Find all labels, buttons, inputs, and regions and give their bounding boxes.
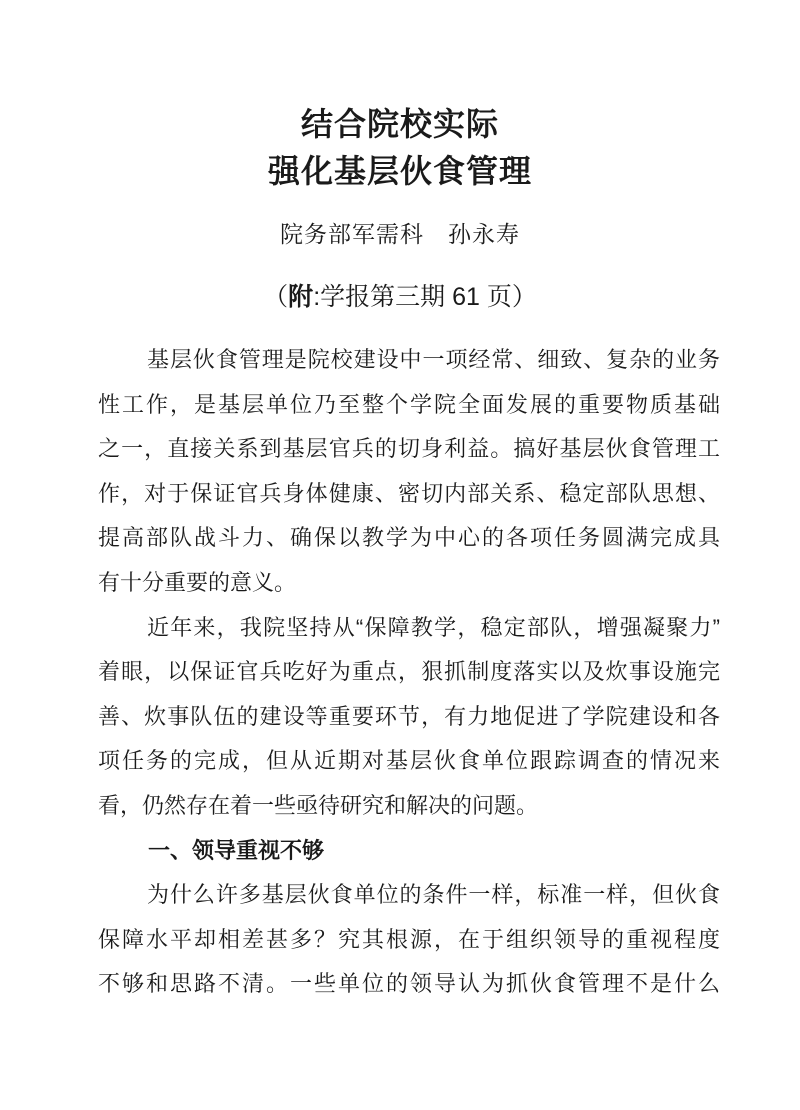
attachment-reference: :学报第三期 61 页） — [313, 283, 537, 311]
title-line-1: 结合院校实际 — [300, 106, 499, 142]
body-line: 善、炊事队伍的建设等重要环节，有力地促进了学院建设和各 — [98, 703, 720, 729]
author-byline: 院务部军需科 孙永寿 — [280, 221, 520, 247]
body-line: 之一，直接关系到基层官兵的切身利益。搞好基层伙食管理工 — [98, 436, 720, 462]
attachment-open-paren: （ — [263, 283, 289, 311]
body-line: 项任务的完成，但从近期对基层伙食单位跟踪调查的情况来 — [98, 748, 720, 774]
body-line: 有十分重要的意义。 — [98, 569, 297, 595]
body-line: 性工作，是基层单位乃至整个学院全面发展的重要物质基础 — [98, 391, 720, 417]
title-line-2: 强化基层伙食管理 — [267, 153, 532, 189]
document-body — [98, 338, 720, 1007]
body-line: 着眼，以保证官兵吃好为重点，狠抓制度落实以及炊事设施完 — [98, 659, 720, 685]
body-line: 为什么许多基层伙食单位的条件一样，标准一样，但伙食 — [147, 882, 720, 908]
body-line: 近年来，我院坚持从“保障教学，稳定部队，增强凝聚力” — [147, 614, 720, 640]
body-line: 提高部队战斗力、确保以教学为中心的各项任务圆满完成具 — [98, 525, 720, 551]
body-line: 不够和思路不清。一些单位的领导认为抓伙食管理不是什么 — [98, 971, 720, 997]
body-line: 保障水平却相差甚多？究其根源，在于组织领导的重视程度 — [98, 926, 720, 952]
body-line: 看，仍然存在着一些亟待研究和解决的问题。 — [98, 792, 539, 818]
body-line: 作，对于保证官兵身体健康、密切内部关系、稳定部队思想、 — [98, 480, 720, 506]
body-line: 基层伙食管理是院校建设中一项经常、细致、复杂的业务 — [147, 347, 720, 372]
document-title — [0, 101, 800, 195]
section-heading: 一、领导重视不够 — [148, 837, 325, 863]
attachment-label: 附 — [288, 283, 314, 311]
attachment-note — [0, 277, 800, 313]
